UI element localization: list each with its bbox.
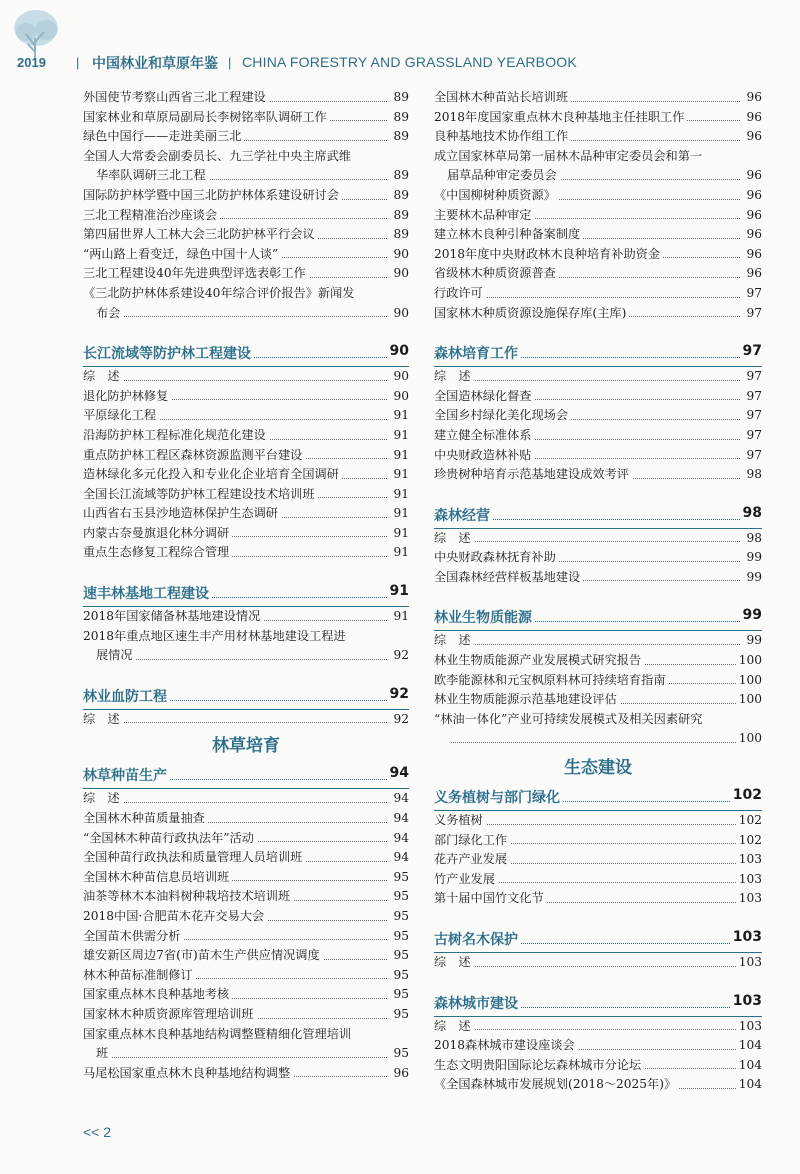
entry-title: 全国造林绿化督查 bbox=[434, 389, 535, 403]
toc-entry bbox=[83, 887, 409, 907]
toc-entry bbox=[434, 284, 762, 304]
toc-entry bbox=[434, 147, 762, 186]
entry-page: 96 bbox=[743, 264, 762, 284]
entry-page: 104 bbox=[736, 1036, 762, 1056]
entry-title: 重点生态修复工程综合管理 bbox=[83, 545, 232, 559]
entry-page: 97 bbox=[743, 406, 762, 426]
toc-entry bbox=[434, 88, 762, 108]
dot-leader bbox=[434, 966, 740, 967]
toc-entry bbox=[434, 186, 762, 206]
toc-entry bbox=[434, 1036, 762, 1056]
section-title: 义务植树与部门绿化 bbox=[434, 790, 563, 806]
header-separator: | bbox=[76, 55, 80, 70]
entry-page: 89 bbox=[390, 186, 409, 206]
entry-title: 部门绿化工作 bbox=[434, 833, 510, 847]
entry-page: 97 bbox=[743, 304, 762, 324]
toc-entry bbox=[434, 465, 762, 485]
toc-entry bbox=[83, 284, 409, 323]
toc-entry bbox=[83, 829, 409, 849]
toc-entry bbox=[83, 868, 409, 888]
entry-page: 97 bbox=[743, 367, 762, 387]
entry-title: 《中国柳树种质资源》 bbox=[434, 188, 559, 202]
entry-page: 96 bbox=[743, 206, 762, 226]
entry-page: 104 bbox=[736, 1075, 762, 1095]
entry-page: 95 bbox=[390, 1005, 409, 1025]
entry-page: 100 bbox=[736, 651, 762, 671]
toc-entry bbox=[434, 387, 762, 407]
toc-section bbox=[83, 761, 409, 1083]
toc-entry bbox=[83, 1005, 409, 1025]
entry-title: 国家林木种质资源设施保存库(主库) bbox=[434, 306, 629, 320]
toc-entry bbox=[434, 811, 762, 831]
toc-group bbox=[434, 88, 762, 323]
toc-entry bbox=[83, 406, 409, 426]
section-page: 92 bbox=[387, 686, 409, 702]
entry-title: 油茶等林木本油料树种栽培技术培训班 bbox=[83, 889, 293, 903]
entry-title-line2 bbox=[434, 729, 762, 749]
toc-entry bbox=[83, 607, 409, 627]
toc-entry bbox=[83, 485, 409, 505]
entry-page: 96 bbox=[743, 225, 762, 245]
entry-title: 综 述 bbox=[434, 1019, 474, 1033]
entry-title-line2 bbox=[83, 1044, 409, 1064]
entry-page: 95 bbox=[390, 1044, 409, 1064]
toc-entry bbox=[434, 548, 762, 568]
toc-entry bbox=[434, 406, 762, 426]
toc-section bbox=[434, 339, 762, 485]
toc-entry bbox=[434, 953, 762, 973]
entry-page: 99 bbox=[743, 568, 762, 588]
entry-page: 91 bbox=[390, 465, 409, 485]
toc-entry bbox=[83, 946, 409, 966]
entry-title: 2018森林城市建设座谈会 bbox=[434, 1038, 578, 1052]
entry-page: 95 bbox=[390, 868, 409, 888]
entry-title: 全国林木种苗站长培训班 bbox=[434, 90, 571, 104]
entry-page: 89 bbox=[390, 225, 409, 245]
toc-entry bbox=[434, 206, 762, 226]
section-page: 90 bbox=[387, 343, 409, 359]
entry-title: 平原绿化工程 bbox=[83, 408, 159, 422]
section-page: 94 bbox=[387, 765, 409, 781]
toc-entry bbox=[83, 927, 409, 947]
entry-page: 103 bbox=[736, 850, 762, 870]
toc-section bbox=[83, 682, 409, 730]
entry-page: 95 bbox=[390, 966, 409, 986]
toc-entry bbox=[434, 710, 762, 749]
entry-title: 建立健全标准体系 bbox=[434, 428, 535, 442]
entry-title: 全国种苗行政执法和质量管理人员培训班 bbox=[83, 850, 305, 864]
header-year: 2019 bbox=[17, 55, 46, 70]
toc-entry bbox=[83, 426, 409, 446]
page-number: << 2 bbox=[83, 1124, 112, 1140]
entry-title: 综 述 bbox=[434, 955, 474, 969]
entry-title: 2018年国家储备林基地建设情况 bbox=[83, 609, 263, 623]
page-header bbox=[0, 0, 800, 80]
entry-title: 全国苗木供需分析 bbox=[83, 929, 184, 943]
toc-section bbox=[434, 783, 762, 909]
entry-title-line1: 2018年重点地区速生丰产用材林基地建设工程进 bbox=[83, 628, 346, 643]
entry-title: 林业生物质能源示范基地建设评估 bbox=[434, 692, 620, 706]
section-heading bbox=[434, 925, 762, 953]
header-separator: | bbox=[228, 55, 232, 70]
part-title: 林草培育 bbox=[212, 736, 280, 757]
section-page: 97 bbox=[740, 343, 762, 359]
toc-entry bbox=[434, 225, 762, 245]
entry-title-line1: “林油一体化”产业可持续发展模式及相关因素研究 bbox=[434, 711, 703, 726]
entry-page: 89 bbox=[390, 206, 409, 226]
entry-title: 中央财政森林抚育补助 bbox=[434, 550, 559, 564]
entry-title: 建立林木良种引种备案制度 bbox=[434, 227, 583, 241]
section-heading bbox=[83, 761, 409, 789]
toc-entry bbox=[83, 848, 409, 868]
entry-title: 综 述 bbox=[434, 531, 474, 545]
toc-section bbox=[83, 339, 409, 563]
toc-entry bbox=[83, 543, 409, 563]
entry-page: 89 bbox=[390, 166, 409, 186]
entry-page: 95 bbox=[390, 887, 409, 907]
toc-entry bbox=[83, 524, 409, 544]
dot-leader bbox=[83, 802, 387, 803]
entry-title-line1: 国家重点林木良种基地结构调整暨精细化管理培训 bbox=[83, 1026, 352, 1041]
entry-title-line2-text: 班 bbox=[96, 1046, 111, 1060]
toc-entry bbox=[434, 671, 762, 691]
toc-entry bbox=[83, 127, 409, 147]
entry-title-line1: 全国人大常委会副委员长、九三学社中央主席武维 bbox=[83, 148, 352, 163]
entry-page: 94 bbox=[390, 809, 409, 829]
dot-leader bbox=[83, 380, 387, 381]
entry-title-line2 bbox=[434, 166, 762, 186]
entry-page: 91 bbox=[390, 426, 409, 446]
entry-title: 2018中国·合肥苗木花卉交易大会 bbox=[83, 909, 267, 923]
entry-page: 90 bbox=[390, 387, 409, 407]
entry-title-line1: 《三北防护林体系建设40年综合评价报告》新闻发 bbox=[83, 285, 355, 300]
entry-title: 第十届中国竹文化节 bbox=[434, 891, 547, 905]
entry-title: 行政许可 bbox=[434, 286, 486, 300]
entry-title: 生态文明贵阳国际论坛森林城市分论坛 bbox=[434, 1058, 644, 1072]
entry-page: 96 bbox=[743, 186, 762, 206]
entry-title: 全国森林经营样板基地建设 bbox=[434, 570, 583, 584]
entry-title: 雄安新区周边7省(市)苗木生产供应情况调度 bbox=[83, 948, 323, 962]
entry-title: 竹产业发展 bbox=[434, 872, 498, 886]
entry-title-line2-text: 布会 bbox=[96, 306, 123, 320]
toc-entry bbox=[83, 88, 409, 108]
section-page: 103 bbox=[730, 993, 762, 1009]
entry-page: 103 bbox=[736, 1017, 762, 1037]
entry-title: 2018年度中央财政林木良种培育补助资金 bbox=[434, 247, 663, 261]
toc-entry bbox=[434, 245, 762, 265]
entry-page: 103 bbox=[736, 870, 762, 890]
toc-entry bbox=[83, 367, 409, 387]
section-title: 速丰林基地工程建设 bbox=[83, 586, 212, 602]
section-title: 林草种苗生产 bbox=[83, 768, 170, 784]
entry-page: 96 bbox=[390, 1064, 409, 1084]
entry-page: 99 bbox=[743, 631, 762, 651]
entry-page: 91 bbox=[390, 485, 409, 505]
entry-title: 花卉产业发展 bbox=[434, 852, 510, 866]
entry-title: 全国长江流域等防护林工程建设技术培训班 bbox=[83, 487, 318, 501]
entry-title: 外国使节考察山西省三北工程建设 bbox=[83, 90, 269, 104]
entry-page: 102 bbox=[736, 811, 762, 831]
entry-page: 96 bbox=[743, 88, 762, 108]
section-heading bbox=[83, 579, 409, 607]
dot-leader bbox=[96, 1057, 387, 1058]
entry-page: 92 bbox=[390, 710, 409, 730]
dot-leader bbox=[434, 380, 740, 381]
toc-section bbox=[434, 925, 762, 973]
toc-entry bbox=[434, 264, 762, 284]
dot-leader bbox=[434, 1029, 740, 1030]
entry-page: 95 bbox=[390, 927, 409, 947]
toc-entry bbox=[83, 245, 409, 265]
entry-title-line2-text bbox=[447, 731, 450, 745]
entry-title-line2-text: 届草品种审定委员会 bbox=[447, 168, 560, 182]
header-title-en: CHINA FORESTRY AND GRASSLAND YEARBOOK bbox=[242, 54, 577, 70]
toc-entry bbox=[83, 809, 409, 829]
toc-entry bbox=[83, 264, 409, 284]
dot-leader bbox=[96, 316, 387, 317]
section-heading bbox=[83, 339, 409, 367]
entry-page: 90 bbox=[390, 264, 409, 284]
entry-page: 95 bbox=[390, 985, 409, 1005]
entry-title: 第四届世界人工林大会三北防护林平行会议 bbox=[83, 227, 318, 241]
toc-entry bbox=[434, 631, 762, 651]
header-title-cn: 中国林业和草原年鉴 bbox=[92, 56, 218, 72]
toc-entry bbox=[83, 387, 409, 407]
entry-title: 重点防护林工程区森林资源监测平台建设 bbox=[83, 448, 305, 462]
toc-entry bbox=[83, 627, 409, 666]
entry-title: 退化防护林修复 bbox=[83, 389, 171, 403]
entry-page: 95 bbox=[390, 907, 409, 927]
entry-title: 综 述 bbox=[434, 633, 474, 647]
toc-entry bbox=[83, 186, 409, 206]
entry-title: 国家林业和草原局副局长李树铭率队调研工作 bbox=[83, 110, 330, 124]
entry-title: 省级林木种质资源普查 bbox=[434, 266, 559, 280]
entry-title: 中央财政造林补贴 bbox=[434, 448, 535, 462]
entry-title: 国家林木种质资源库管理培训班 bbox=[83, 1007, 257, 1021]
toc-entry bbox=[434, 831, 762, 851]
entry-page: 91 bbox=[390, 543, 409, 563]
entry-page: 95 bbox=[390, 946, 409, 966]
section-heading bbox=[434, 989, 762, 1017]
toc-section bbox=[434, 501, 762, 588]
toc-entry bbox=[83, 446, 409, 466]
entry-page: 97 bbox=[743, 446, 762, 466]
entry-title: 沿海防护林工程标准化规范化建设 bbox=[83, 428, 269, 442]
entry-title: 全国林木种苗质量抽查 bbox=[83, 811, 208, 825]
entry-title: 绿色中国行——走进美丽三北 bbox=[83, 129, 244, 143]
entry-page: 91 bbox=[390, 406, 409, 426]
entry-title: 综 述 bbox=[83, 712, 123, 726]
entry-title: 全国乡村绿化美化现场会 bbox=[434, 408, 571, 422]
entry-title: 2018年度国家重点林木良种基地主任挂职工作 bbox=[434, 110, 687, 124]
entry-title: 造林绿化多元化投入和专业化企业培育全国调研 bbox=[83, 467, 342, 481]
toc-entry bbox=[83, 710, 409, 730]
section-page: 99 bbox=[740, 607, 762, 623]
toc-entry bbox=[434, 108, 762, 128]
toc-entry bbox=[83, 504, 409, 524]
entry-title: 国家重点林木良种基地考核 bbox=[83, 987, 232, 1001]
toc-entry bbox=[83, 1025, 409, 1064]
entry-page: 103 bbox=[736, 889, 762, 909]
entry-page: 89 bbox=[390, 108, 409, 128]
section-page: 98 bbox=[740, 505, 762, 521]
entry-title: 林木种苗标准制修订 bbox=[83, 968, 196, 982]
toc-entry bbox=[434, 426, 762, 446]
section-heading bbox=[83, 682, 409, 710]
entry-title: 三北工程精准治沙座谈会 bbox=[83, 208, 220, 222]
entry-page: 103 bbox=[736, 953, 762, 973]
dot-leader bbox=[96, 659, 387, 660]
entry-page: 96 bbox=[743, 127, 762, 147]
toc-entry bbox=[434, 529, 762, 549]
entry-title: 国际防护林学暨中国三北防护林体系建设研讨会 bbox=[83, 188, 342, 202]
toc-entry bbox=[434, 304, 762, 324]
entry-page: 94 bbox=[390, 848, 409, 868]
section-title: 林业血防工程 bbox=[83, 689, 170, 705]
section-heading bbox=[434, 603, 762, 631]
entry-page: 97 bbox=[743, 284, 762, 304]
entry-title: 主要林木品种审定 bbox=[434, 208, 535, 222]
toc-entry bbox=[434, 367, 762, 387]
entry-title: 《全国森林城市发展规划(2018～2025年)》 bbox=[434, 1077, 679, 1091]
entry-title: 山西省右玉县沙地造林保护生态调研 bbox=[83, 506, 281, 520]
toc-entry bbox=[83, 206, 409, 226]
entry-page: 91 bbox=[390, 607, 409, 627]
toc-entry bbox=[434, 1017, 762, 1037]
entry-title: 义务植树 bbox=[434, 813, 486, 827]
entry-title: 内蒙古奈曼旗退化林分调研 bbox=[83, 526, 232, 540]
entry-page: 90 bbox=[390, 367, 409, 387]
entry-page: 89 bbox=[390, 88, 409, 108]
toc-entry bbox=[434, 870, 762, 890]
toc-entry bbox=[434, 651, 762, 671]
entry-page: 96 bbox=[743, 108, 762, 128]
toc-entry bbox=[434, 889, 762, 909]
section-page: 103 bbox=[730, 929, 762, 945]
toc-entry bbox=[434, 1056, 762, 1076]
entry-title-line2 bbox=[83, 166, 409, 186]
toc-entry bbox=[434, 127, 762, 147]
entry-page: 99 bbox=[743, 548, 762, 568]
entry-title-line2 bbox=[83, 646, 409, 666]
section-page: 102 bbox=[730, 787, 762, 803]
entry-title: 林业生物质能源产业发展模式研究报告 bbox=[434, 653, 644, 667]
entry-page: 94 bbox=[390, 789, 409, 809]
entry-title: 珍贵树种培育示范基地建设成效考评 bbox=[434, 467, 632, 481]
entry-page: 100 bbox=[736, 690, 762, 710]
dot-leader bbox=[434, 644, 740, 645]
entry-page: 92 bbox=[390, 646, 409, 666]
entry-title: 综 述 bbox=[434, 369, 474, 383]
toc-entry bbox=[434, 568, 762, 588]
toc-entry bbox=[434, 690, 762, 710]
entry-page: 90 bbox=[390, 304, 409, 324]
section-title: 古树名木保护 bbox=[434, 932, 521, 948]
toc-left-column bbox=[83, 88, 409, 1083]
entry-title-line1: 成立国家林草局第一届林木品种审定委员会和第一 bbox=[434, 148, 703, 163]
toc-entry bbox=[83, 225, 409, 245]
toc-entry bbox=[83, 985, 409, 1005]
entry-page: 90 bbox=[390, 245, 409, 265]
entry-title: 全国林木种苗信息员培训班 bbox=[83, 870, 232, 884]
section-heading bbox=[434, 339, 762, 367]
part-title: 生态建设 bbox=[564, 758, 632, 779]
entry-page: 100 bbox=[736, 671, 762, 691]
entry-title: 良种基地技术协作组工作 bbox=[434, 129, 571, 143]
entry-page: 89 bbox=[390, 127, 409, 147]
entry-title: 综 述 bbox=[83, 369, 123, 383]
entry-page: 96 bbox=[743, 166, 762, 186]
dot-leader bbox=[83, 722, 387, 723]
entry-title: 马尾松国家重点林木良种基地结构调整 bbox=[83, 1066, 293, 1080]
toc-entry bbox=[83, 966, 409, 986]
section-title: 森林培育工作 bbox=[434, 346, 521, 362]
section-heading bbox=[434, 783, 762, 811]
entry-page: 96 bbox=[743, 245, 762, 265]
toc-entry bbox=[434, 850, 762, 870]
section-title: 森林经营 bbox=[434, 508, 493, 524]
entry-title: 三北工程建设40年先进典型评选表彰工作 bbox=[83, 266, 309, 280]
entry-page: 100 bbox=[736, 729, 762, 749]
section-title: 森林城市建设 bbox=[434, 996, 521, 1012]
entry-title: 综 述 bbox=[83, 791, 123, 805]
entry-page: 91 bbox=[390, 446, 409, 466]
section-page: 91 bbox=[387, 583, 409, 599]
entry-page: 94 bbox=[390, 829, 409, 849]
dot-leader bbox=[447, 742, 740, 743]
toc-entry bbox=[83, 789, 409, 809]
toc-right-column bbox=[434, 88, 762, 1095]
entry-page: 91 bbox=[390, 524, 409, 544]
toc-entry bbox=[434, 446, 762, 466]
section-heading bbox=[434, 501, 762, 529]
toc-group bbox=[83, 88, 409, 323]
entry-title: “两山路上看变迁，绿色中国十人谈” bbox=[83, 247, 281, 261]
toc-entry bbox=[83, 147, 409, 186]
toc-section bbox=[83, 579, 409, 666]
dot-leader bbox=[434, 541, 740, 542]
entry-page: 102 bbox=[736, 831, 762, 851]
toc-entry bbox=[434, 1075, 762, 1095]
section-title: 长江流域等防护林工程建设 bbox=[83, 346, 254, 362]
toc-entry bbox=[83, 465, 409, 485]
entry-title: “全国林木种苗行政执法年”活动 bbox=[83, 831, 257, 845]
entry-page: 91 bbox=[390, 504, 409, 524]
entry-page: 104 bbox=[736, 1056, 762, 1076]
toc-section bbox=[434, 603, 762, 749]
toc-section bbox=[434, 989, 762, 1095]
section-title: 林业生物质能源 bbox=[434, 610, 535, 626]
entry-page: 98 bbox=[743, 529, 762, 549]
entry-page: 98 bbox=[743, 465, 762, 485]
toc-entry bbox=[83, 108, 409, 128]
entry-title-line2-text: 展情况 bbox=[96, 648, 136, 662]
entry-title: 欧李能源林和元宝枫原料林可持续培育指南 bbox=[434, 673, 669, 687]
toc-entry bbox=[83, 907, 409, 927]
entry-title-line2-text: 华率队调研三北工程 bbox=[96, 168, 209, 182]
entry-page: 97 bbox=[743, 387, 762, 407]
entry-page: 97 bbox=[743, 426, 762, 446]
toc-entry bbox=[83, 1064, 409, 1084]
entry-title-line2 bbox=[83, 304, 409, 324]
